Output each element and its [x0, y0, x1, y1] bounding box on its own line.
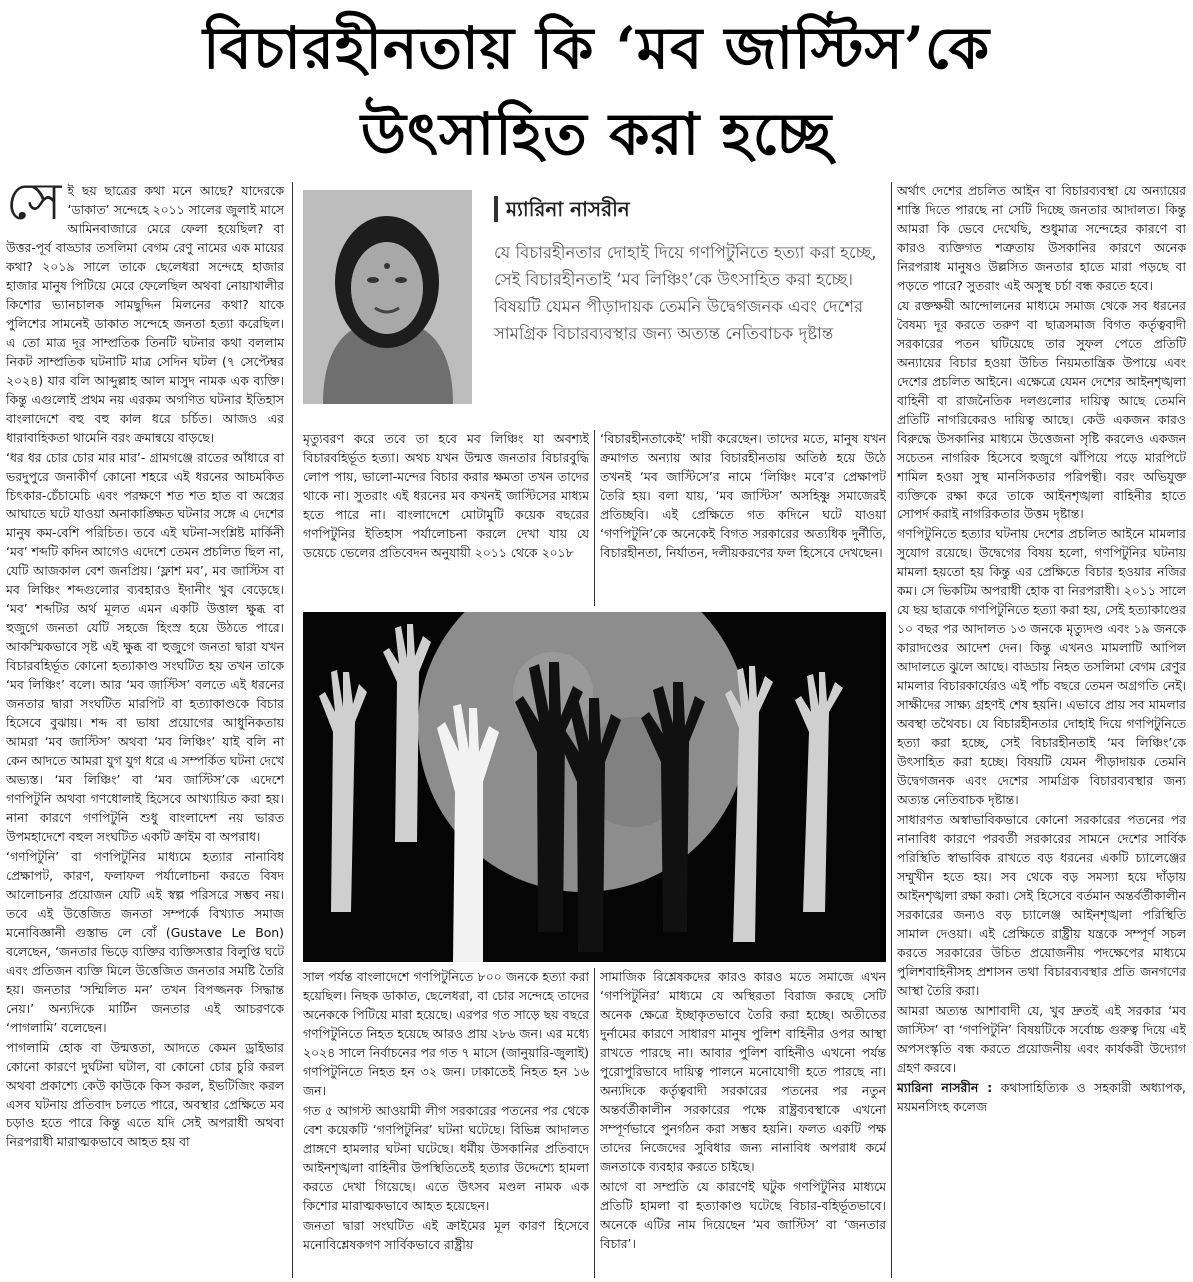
- paragraph: সাল পর্যন্ত বাংলাদেশে গণপিটুনিতে ৮০০ জনকে হত্যা করা হয়েছিল। নিছক ডাকাত, ছেলেধরা, বা চোর সন্দেহে তাদের অনেককে পিটিয়ে মারা হয়েছে। এরপর গত সাড়ে ছয় বছরে গণপিটুনিতে নিহত হয়েছে আরও প্রায় ২৮৬ জন। এর মধ্যে ২০২৪ সালে নির্বাচনের পর গত ৭ মাসে (জানুয়ারি-জুলাই) গণপিটুনিতে নিহত হন ৩২ জন। ঢাকাতেই নিহত হন ১৬ জন।: [303, 969, 589, 1098]
- paragraph: পাগলামি হোক বা উন্মত্ততা, আদতে কেমন ড্রাইভার কোনো কারণে দুর্ঘটনা ঘটাল, বা কোনো চোর চুরি করল অথবা প্রকাশ্যে কেউ কাউকে কিস করল, ইভটিজিং করল এসব ঘটনায় প্রতিবাদ চলতে পারে, অবস্থার প্রেক্ষিতে মব চড়াও হতে পারে কিন্তু এতে যদি সেই অপরাধী অথবা নিরপরাধী মারাত্মকভাবে আহত হয় বা: [6, 1039, 284, 1150]
- article-column-2-top: [303, 430, 589, 610]
- article-column-3-bottom: [600, 968, 886, 1278]
- article-intro: যে বিচারহীনতার দোহাই দিয়ে গণপিটুনিতে হত্যা করা হচ্ছে, সেই বিচারহীনতাই ‘মব লিঞ্চিং’কে উৎসাহিত করা হচ্ছে। বিষয়টি যেমন পীড়াদায়ক তেমনি উদ্বেগজনক এবং দেশের সামগ্রিক বিচারব্যবস্থার জন্য অত্যন্ত নেতিবাচক দৃষ্টান্ত: [494, 243, 877, 343]
- paragraph: সাধারণত অস্বাভাবিকভাবে কোনো সরকারের পতনের পর নানাবিধ কারণে পরবর্তী সরকারের সামনে দেশের সার্বিক পরিস্থিতি স্বাভাবিক রাখতে বড় ধরনের একটি চ্যালেঞ্জের সম্মুখীন হতে হয়। সব থেকে বড় সমস্যা হয়ে দাঁড়ায় আইনশৃঙ্খলা রক্ষা করা। সেই হিসেবে বর্তমান অন্তর্বর্তীকালীন সরকারের জন্যও বড় চ্যালেঞ্জ আইনশৃঙ্খলা পরিস্থিতি সামাল দেওয়া। এই প্রেক্ষিতে রাষ্ট্রীয় যন্ত্রকে সম্পূর্ণ সচল করতে সরকারের উচিত প্রয়োজনীয় পদক্ষেপের মাধ্যমে পুলিশবাহিনীসহ প্রশাসন তথা বিচারব্যবস্থার প্রতি জনগণের আস্থা তৈরি করা।: [897, 811, 1186, 998]
- author-portrait-image: [303, 190, 472, 404]
- paragraph: জনতা দ্বারা সংঘটিত এই ক্রাইমের মূল কারণ হিসেবে মনোবিশ্লেষকগণ সার্বিকভাবে রাষ্ট্রীয়: [303, 1217, 589, 1252]
- author-note: [897, 1079, 1186, 1117]
- column-rule: [891, 182, 892, 1278]
- paragraph: গণপিটুনিতে হত্যার ঘটনায় দেশের প্রচলিত আইনে মামলার সুযোগ রয়েছে। উদ্বেগের বিষয় হলো, গণপিটুনির ঘটনায় মামলা হয়তো হয় কিন্তু এর প্রেক্ষিতে বিচার হওয়ার নজির কম। সে ভিকটিম অপরাধী হোক বা নিরপরাধী। ২০১১ সালে যে ছয় ছাত্রকে গণপিটুনিতে হত্যা করা হয়, সেই হত্যাকাণ্ডের ১০ বছর পর আদালত ১৩ জনকে মৃত্যুদণ্ড এবং ১৯ জনকে কারাদণ্ডের আদেশ দেন। কিন্তু এখনও মামলাটি আপিল আদালতে ঝুলে আছে। বাড্ডায় নিহত তসলিমা বেগম রেণুর মামলার বিচারকার্যেরও এই পাঁচ বছরে তেমন অগ্রগতি নেই। সাক্ষীদের সাক্ষ্য গ্রহণই শেষ হয়নি। এভাবে প্রায় সব মামলার অবস্থা তথৈবচ। যে বিচারহীনতার দোহাই দিয়ে গণপিটুনিতে হত্যা করা হচ্ছে, সেই বিচারহীনতাই ‘মব লিঞ্চিং’কে উৎসাহিত করা হচ্ছে। বিষয়টি যেমন পীড়াদায়ক তেমনি উদ্বেগজনক এবং দেশের সামগ্রিক বিচারব্যবস্থার জন্য অত্যন্ত নেতিবাচক দৃষ্টান্ত।: [897, 526, 1186, 807]
- article-column-3-top: [600, 430, 886, 610]
- article-column-1: [6, 182, 284, 1278]
- paragraph: মৃত্যুবরণ করে তবে তা হবে মব লিঞ্চিং যা অবশ্যই বিচারবহির্ভূত হত্যা। অথচ যখন উন্মত্ত জনতার বিচারবুদ্ধি লোপ পায়, ভালো-মন্দের বিচার করার ক্ষমতা তখন তাদের থাকে না। সুতরাং এই ধরনের মব কখনই জাস্টিসের মাধ্যম হতে পারে না। বাংলাদেশে মোটামুটি কয়েক বছরের গণপিটুনির ইতিহাস পর্যালোচনা করলে দেখা যায় যে ডয়েচে ভেলের প্রতিবেদন অনুযায়ী ২০১১ থেকে ২০১৮: [303, 431, 589, 560]
- column-rule: [594, 430, 595, 606]
- article-column-2-bottom: [303, 968, 589, 1278]
- byline-accent-bar: [494, 196, 498, 222]
- article-column-4: [897, 182, 1186, 1278]
- paragraph: ‘গণপিটুনি’ বা গণপিটুনির মাধ্যমে হত্যার নানাবিধ প্রেক্ষাপট, কারণ, ফলাফল পর্যালোচনা করতে বিষদ আলোচনার প্রয়োজন যেটি এই স্বল্প পরিসরে সম্ভব নয়। তবে এই উত্তেজিত জনতা সম্পর্কে বিখ্যাত সমাজ মনোবিজ্ঞানী গুস্তাভ লে বোঁ (Gustave Le Bon) বলেছেন, ‘জনতার ভিড়ে ব্যক্তির ব্যক্তিসত্তার বিলুপ্তি ঘটে এবং প্রতিজন ব্যক্তি মিলে উত্তেজিত জনতার সমষ্টি তৈরি হয়। জনতার ‘সম্মিলিত মন’ তখন বিপজ্জনক সিদ্ধান্ত নেয়।’ অন্যদিকে মার্টিন জনতার এই আচরণকে ‘পাগলামি’ বলেছেন।: [6, 848, 284, 1035]
- paragraph: ‘বিচারহীনতাকেই’ দায়ী করেছেন। তাদের মতে, মানুষ যখন ক্রমাগত অন্যায় আর বিচারহীনতায় অতিষ্ঠ হয়ে উঠে তখনই ‘মব জাস্টিসে’র নামে ‘লিঞ্চিং মবে’র প্রেক্ষাপট তৈরি হয়। বলা যায়, ‘মব জাস্টিস’ অসহিষ্ণু সমাজেরই প্রতিচ্ছবি। এই প্রেক্ষিতে গত কদিনে ঘটে যাওয়া ‘গণপিটুনি’কে অনেকেই বিগত সরকারের অত্যধিক দুর্নীতি, বিচারহীনতা, নির্যাতন, দলীয়করণের ফল হিসেবে দেখছেন।: [600, 431, 886, 560]
- drop-cap: সে: [6, 182, 62, 232]
- paragraph: সামাজিক বিশ্লেষকদের কারও কারও মতে সমাজে এখন ‘গণপিটুনির’ মাধ্যমে যে অস্থিরতা বিরাজ করছে সেটি অনেক ক্ষেত্রে ইচ্ছাকৃতভাবে তৈরি করা হচ্ছে। অতীতের দুর্নামের কারণে সাধারণ মানুষ পুলিশ বাহিনীর ওপর আস্থা রাখতে পারছে না। আবার পুলিশ বাহিনীও এখনো পর্যন্ত পুরোপুরিভাবে দায়িত্ব পালনে মনোযোগী হতে পারছে না। অন্যদিকে কর্তৃত্ববাদী সরকারের পতনের পর নতুন অন্তর্বর্তীকালীন সরকারের পক্ষে রাষ্ট্রব্যবস্থাকে এখনো সম্পূর্ণভাবে পুনর্গঠন করা সম্ভব হয়নি। ফলত একটি পক্ষ তাদের নিজেদের সুবিধার জন্য নানাবিধ অপরাধ কর্মে জনতাকে ব্যবহার করতে চাইছে।: [600, 969, 886, 1174]
- paragraph: আমরা অত্যন্ত আশাবাদী যে, খুব দ্রুতই এই সরকার ‘মব জাস্টিস’ বা ‘গণপিটুনি’ বিষয়টিকে সর্বোচ্চ গুরুত্ব দিয়ে এই অপসংস্কৃতি বন্ধ করতে প্রয়োজনীয় এবং কার্যকরী উদ্যোগ গ্রহণ করবে।: [897, 1002, 1186, 1075]
- column-rule: [594, 968, 595, 1278]
- paragraph: যে রক্তক্ষয়ী আন্দোলনের মাধ্যমে সমাজ থেকে সব ধরনের বৈষম্য দূর করতে তরুণ বা ছাত্রসমাজ বিগত কর্তৃত্ববাদী সরকারের পতন ঘটিয়েছে তার সুফল পেতে প্রতিটি অন্যায়ের বিচার হওয়া উচিত নিয়মতান্ত্রিক উপায়ে এবং দেশের প্রচলিত আইনে। এক্ষেত্রে যেমন দেশের আইনশৃঙ্খলা বাহিনী বা রাজনৈতিক দলগুলোর দায়িত্ব আছে তেমনি প্রতিটি নাগরিকেরও দায়িত্ব আছে। কেউ একজন কারও বিরুদ্ধে উসকানির মাধ্যমে উত্তেজনা সৃষ্টি করলেও একজন সচেতন নাগরিক হিসেবে হুজুগে ঝাঁপিয়ে পড়ে মারপিটে শামিল হওয়া সুস্থ মানসিকতার পরিপন্থী। বরং অভিযুক্ত ব্যক্তিকে রক্ষা করে তাকে আইনশৃঙ্খলা বাহিনীর হাতে সোপর্দ করাই নাগরিকতার উত্তম দৃষ্টান্ত।: [897, 297, 1186, 522]
- author-photo: [303, 190, 472, 404]
- paragraph: ই ছয় ছাত্রের কথা মনে আছে? যাদেরকে ‘ডাকাত’ সন্দেহে ২০১১ সালের জুলাই মাসে আমিনবাজারে মেরে ফেলা হয়েছিল? বা উত্তর-পূর্ব বাড্ডার তসলিমা বেগম রেণু নামের এক মায়ের কথা? ২০১৯ সালে তাকে ছেলেধরা সন্দেহে হাজার হাজার মানুষ পিটিয়ে মেরে ফেলেছিল অথবা নোয়াখালীর কিশোর ভ্যানচালক সামছুদ্দিন মিলনের কথা? যাকে পুলিশের সামনেই ডাকাত সন্দেহে জনতা হত্যা করেছিল। এ তো মাত্র দূর সাম্প্রতিক তিনটি ঘটনার কথা বললাম নিকট সাম্প্রতিক ঘটনাটি মাত্র সেদিন ঘটল (৭ সেপ্টেম্বর ২০২৪) যার বলি আব্দুল্লাহ আল মাসুদ নামক এক ব্যক্তি। কিন্তু এগুলোই প্রথম নয় এরকম অগণিত ঘটনার ইতিহাস বাংলাদেশে বহু বহু কাল ধরে চর্চিত। আজও এর ধারাবাহিকতা থামেনি বরং ক্রমান্বয়ে বাড়ছে।: [6, 183, 284, 445]
- column-rule: [292, 182, 293, 1278]
- raised-hands-image: [303, 612, 886, 962]
- illustration-raised-hands: [303, 612, 886, 962]
- paragraph: গত ৫ আগস্ট আওয়ামী লীগ সরকারের পতনের পর থেকে বেশ কয়েকটি ‘গণপিটুনির’ ঘটনা ঘটেছে। বিভিন্ন আদালত প্রাঙ্গণে হামলার ঘটনা ঘটেছে। ধর্মীয় উসকানির প্রতিবাদে আইনশৃঙ্খলা বাহিনীর উপস্থিতিতেই হত্যার উদ্দেশ্যে হামলা করতে দেখা গিয়েছে। এতে উৎসব মণ্ডল নামক এক কিশোর মারাত্মকভাবে আহত হয়েছেন।: [303, 1102, 589, 1213]
- paragraph: আগে বা সম্প্রতি যে কারণেই ঘটুক গণপিটুনির মাধ্যমে প্রতিটি হামলা বা হত্যাকাণ্ড ঘটেছে বিচার-বহির্ভূতভাবে। অনেকে এটির নাম দিয়েছেন ‘মব জাস্টিস’ বা ‘জনতার বিচার’।: [600, 1178, 886, 1251]
- headline-line-2: উৎসাহিত করা হচ্ছে: [360, 100, 833, 168]
- paragraph: ‘ধর ধর চোর চোর মার মার’- গ্রামগঞ্জে রাতের আঁধারে বা ভরদুপুরে জনাকীর্ণ কোনো শহরে এই ধরনের আচমকিত চিৎকার-চেঁচামেচি এবং পরক্ষণে শত শত হাত বা অস্ত্রের আঘাতে ঘটে যাওয়া অনাকাঙ্ক্ষিত ঘটনার সঙ্গে এ দেশের মানুষ কম-বেশি পরিচিত। তবে এই ঘটনা-সংশ্লিষ্ট মার্কিনী ‘মব’ শব্দটি কদিন আগেও এদেশে তেমন প্রচলিত ছিল না, যেটি আজকাল বেশ জনপ্রিয়। ‘ফ্লাশ মব’, মব জাস্টিস বা মব লিঞ্চিং শব্দগুলোর ব্যবহারও ইদানীং খুব বেড়েছে। ‘মব’ শব্দটির অর্থ মূলত এমন একটি উত্তাল ক্ষুব্ধ বা হুজুগে জনতা যেটি সহজে হিংস্র হয়ে উঠতে পারে। আকস্মিকভাবে সৃষ্ট এই ক্ষুব্ধ বা হুজুগে জনতা দ্বারা যখন বিচারবহির্ভূত কোনো হত্যাকাণ্ড সংঘটিত হয় তখন তাকে ‘মব লিঞ্চিং’ বলে। আর ‘মব জাস্টিস’ বলতে এই ধরনের জনতার দ্বারা সংঘটিত মারপিট বা হত্যাকাণ্ডকে বিচার হিসেবে বুঝায়। শব্দ বা ভাষা প্রয়োগের আধুনিকতায় আমরা ‘মব জাস্টিস’ অথবা ‘মব লিঞ্চিং’ যাই বলি না কেন আদতে আমরা যুগ যুগ ধরে এ সম্পর্কিত ঘটনা দেখে অভ্যস্ত। ‘মব লিঞ্চিং’ বা ‘মব জাস্টিস’কে এদেশে গণপিটুনি অথবা গণধোলাই হিসেবে আখ্যায়িত করা হয়। নানা কারণে গণপিটুনি শুধু বাংলাদেশ নয় ভারত উপমহাদেশে বহুল সংঘটিত একটি ক্রাইম বা অপরাধ।: [6, 449, 284, 844]
- author-note-description: কথাসাহিত্যিক ও সহকারী অধ্যাপক, ময়মনসিংহ কলেজ: [897, 1079, 1186, 1114]
- author-note-name: ম্যারিনা নাসরীন :: [897, 1079, 993, 1095]
- headline-line-1: বিচারহীনতায় কি ‘মব জাস্টিস’কে: [202, 14, 991, 82]
- author-byline: ম্যারিনা নাসরীন: [506, 197, 630, 221]
- paragraph: অর্থাৎ দেশের প্রচলিত আইন বা বিচারব্যবস্থা যে অন্যায়ের শাস্তি দিতে পারছে না সেটি দিচ্ছে জনতার আদালত। কিন্তু আমরা কি ভেবে দেখেছি, শুধুমাত্র সন্দেহের কারণে বা কারও ব্যক্তিগত শত্রুতায় উসকানির কারণে অনেক নিরপরাধ মানুষও উল্লসিত জনতার হাতে মারা পড়ছে বা পড়তে পারে? সুতরাং এই অসুস্থ চর্চা বন্ধ করতে হবে।: [897, 183, 1186, 293]
